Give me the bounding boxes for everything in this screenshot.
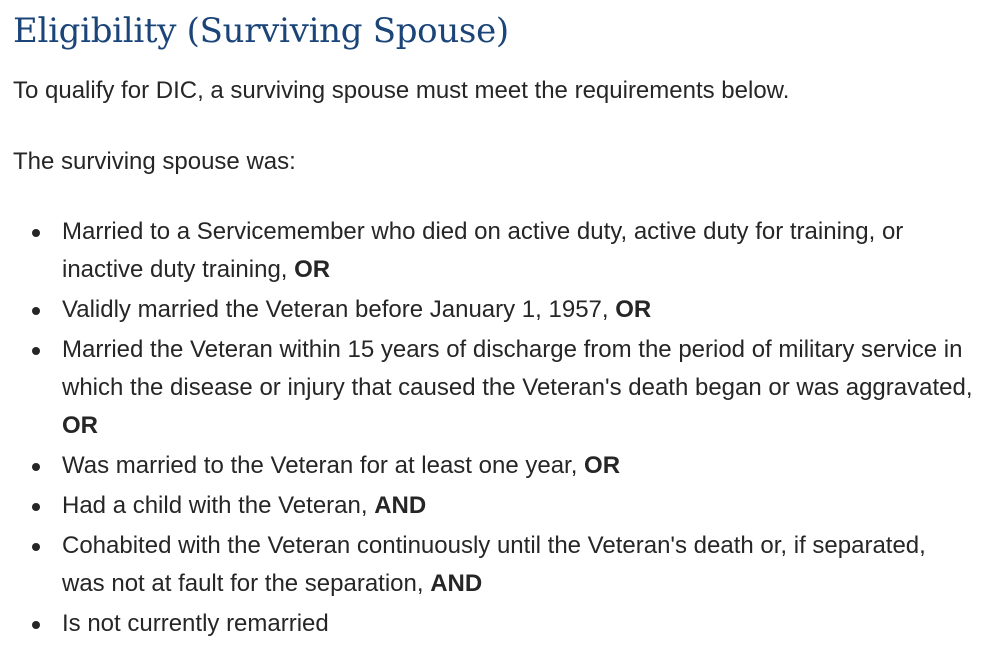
conjunction: OR bbox=[62, 412, 98, 439]
list-item bbox=[13, 331, 973, 445]
list-item bbox=[13, 447, 973, 485]
requirement-text: Married the Veteran within 15 years of discharge from the period of military service in which the disease or injury that caused the Veteran's death began or was aggravated, bbox=[62, 336, 973, 401]
list-item bbox=[13, 487, 973, 525]
bullet-icon bbox=[32, 503, 40, 511]
bullet-icon bbox=[32, 543, 40, 551]
conjunction: AND bbox=[374, 492, 427, 519]
conjunction: OR bbox=[615, 296, 652, 323]
bullet-icon bbox=[32, 229, 40, 237]
requirements-list bbox=[13, 213, 973, 643]
requirement-text: Cohabited with the Veteran continuously until the Veteran's death or, if separated, was not at fault for the separation, bbox=[62, 532, 926, 597]
conjunction: OR bbox=[294, 256, 331, 283]
bullet-icon bbox=[32, 307, 40, 315]
conjunction: AND bbox=[430, 570, 483, 597]
conjunction: OR bbox=[584, 452, 621, 479]
requirement-text: Had a child with the Veteran, bbox=[62, 492, 375, 519]
requirement-text: Is not currently remarried bbox=[62, 610, 329, 637]
requirement-text: Was married to the Veteran for at least one year, bbox=[62, 452, 585, 479]
requirement-text: Married to a Servicemember who died on active duty, active duty for training, or inactive duty training, bbox=[62, 218, 904, 283]
list-item bbox=[13, 291, 973, 329]
bullet-icon bbox=[32, 463, 40, 471]
intro-paragraph: To qualify for DIC, a surviving spouse must meet the requirements below. bbox=[13, 77, 790, 104]
page-title: Eligibility (Surviving Spouse) bbox=[13, 11, 509, 51]
list-lead-in: The surviving spouse was: bbox=[13, 148, 296, 175]
bullet-icon bbox=[32, 621, 40, 629]
bullet-icon bbox=[32, 347, 40, 355]
content-area bbox=[13, 0, 973, 645]
list-item bbox=[13, 605, 973, 643]
list-item bbox=[13, 213, 973, 289]
list-item bbox=[13, 527, 973, 603]
requirement-text: Validly married the Veteran before January 1, 1957, bbox=[62, 296, 616, 323]
